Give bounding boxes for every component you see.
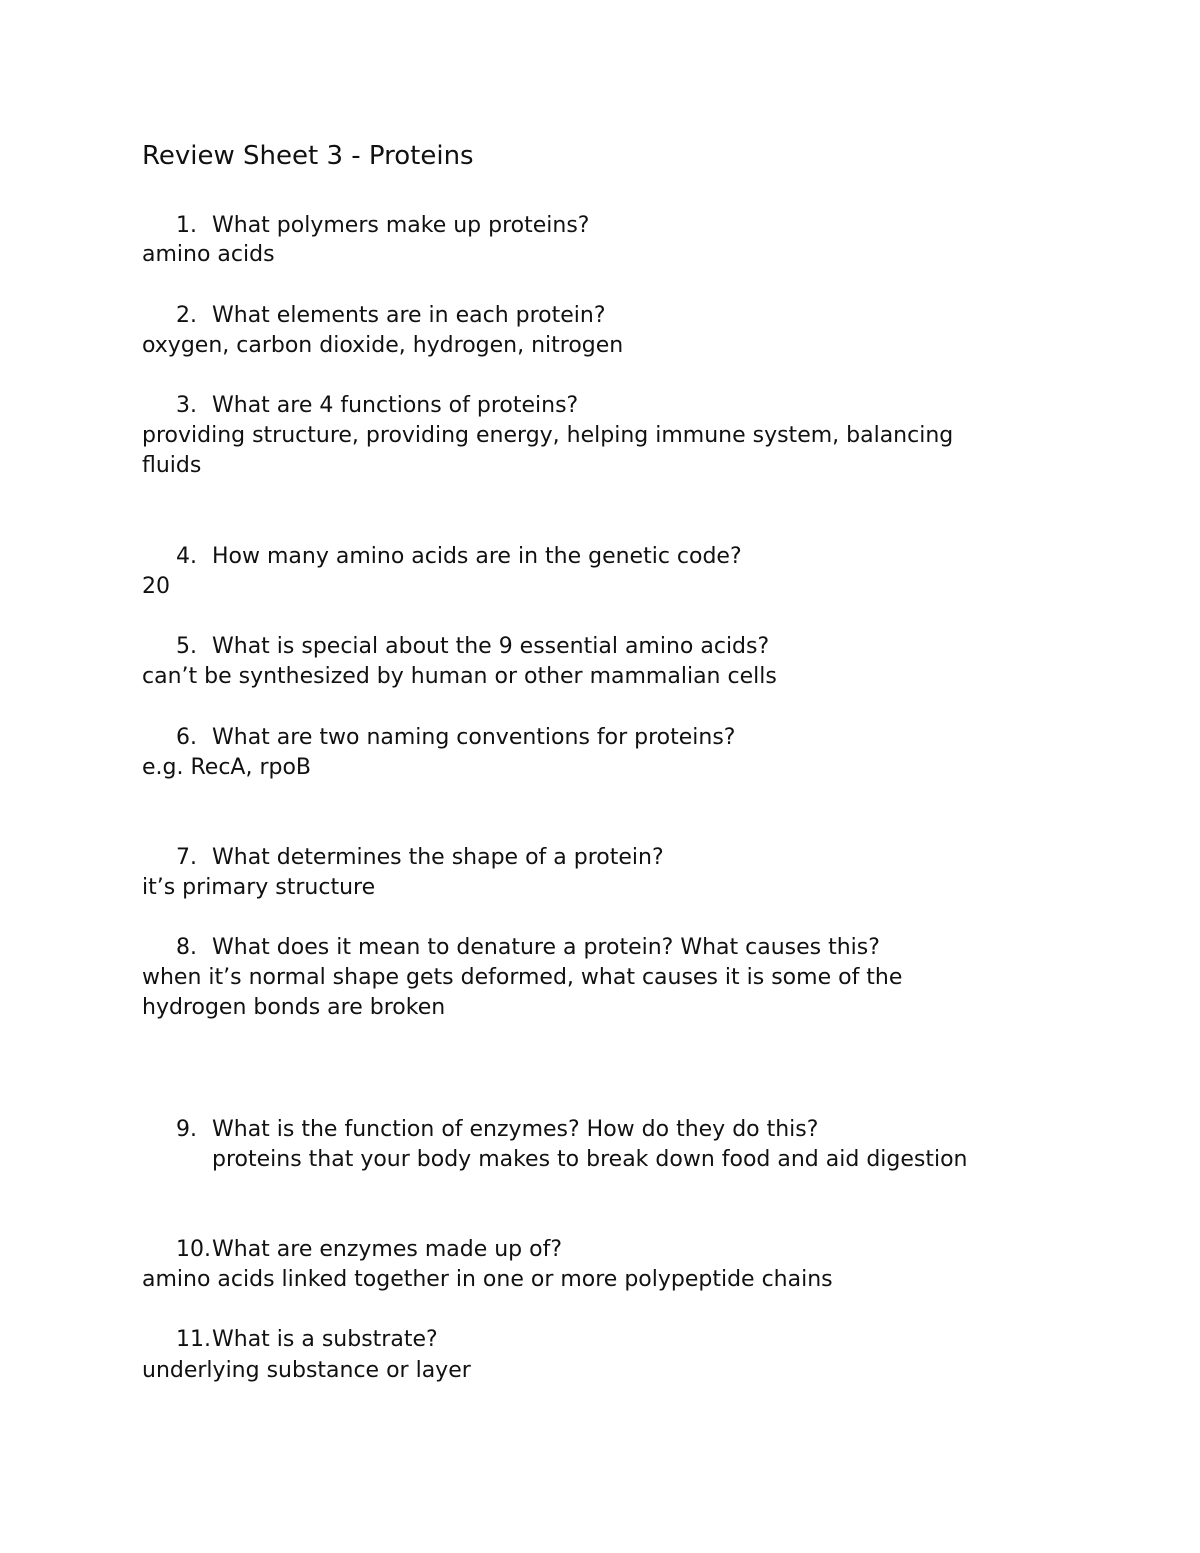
question-number: 1. (176, 213, 197, 238)
question-8 (176, 933, 880, 963)
question-text: What polymers make up proteins? (212, 213, 590, 238)
question-text: What are enzymes made up of? (212, 1237, 563, 1262)
answer-4: 20 (142, 574, 170, 599)
question-text: What elements are in each protein? (212, 303, 606, 328)
question-text: What are 4 functions of proteins? (212, 393, 579, 418)
question-number: 5. (176, 634, 197, 659)
answer-5: can’t be synthesized by human or other mammalian cells (142, 664, 777, 689)
question-text: What are two naming conventions for proteins? (212, 725, 736, 750)
answer-10: amino acids linked together in one or more polypeptide chains (142, 1267, 833, 1292)
answer-6: e.g. RecA, rpoB (142, 755, 312, 780)
question-text: What does it mean to denature a protein? What causes this? (212, 935, 880, 960)
answer-2: oxygen, carbon dioxide, hydrogen, nitrogen (142, 333, 624, 358)
document-title: Review Sheet 3 - Proteins (142, 141, 474, 171)
question-number: 7. (176, 845, 197, 870)
answer-7: it’s primary structure (142, 875, 376, 900)
question-6 (176, 723, 736, 753)
question-number: 6. (176, 725, 197, 750)
answer-8-line-2: hydrogen bonds are broken (142, 995, 446, 1020)
question-number: 4. (176, 544, 197, 569)
question-number: 2. (176, 303, 197, 328)
question-text: What is the function of enzymes? How do they do this? (212, 1117, 819, 1142)
question-4 (176, 542, 742, 572)
question-number: 11. (176, 1327, 211, 1352)
question-text: What is special about the 9 essential amino acids? (212, 634, 770, 659)
question-1 (176, 211, 589, 241)
answer-11: underlying substance or layer (142, 1358, 471, 1383)
question-text: What is a substrate? (212, 1327, 438, 1352)
answer-3-line-2: fluids (142, 453, 202, 478)
question-number: 8. (176, 935, 197, 960)
question-number: 3. (176, 393, 197, 418)
question-9 (176, 1115, 818, 1145)
question-11 (176, 1325, 438, 1355)
answer-3-line-1: providing structure, providing energy, helping immune system, balancing (142, 423, 954, 448)
question-text: What determines the shape of a protein? (212, 845, 664, 870)
question-5 (176, 632, 769, 662)
question-number: 9. (176, 1117, 197, 1142)
question-number: 10. (176, 1237, 211, 1262)
question-10 (176, 1235, 562, 1265)
question-3 (176, 391, 578, 421)
question-text: How many amino acids are in the genetic code? (212, 544, 742, 569)
answer-1: amino acids (142, 242, 275, 267)
question-2 (176, 301, 606, 331)
answer-8-line-1: when it’s normal shape gets deformed, what causes it is some of the (142, 965, 903, 990)
question-7 (176, 843, 664, 873)
answer-9: proteins that your body makes to break down food and aid digestion (212, 1147, 968, 1172)
